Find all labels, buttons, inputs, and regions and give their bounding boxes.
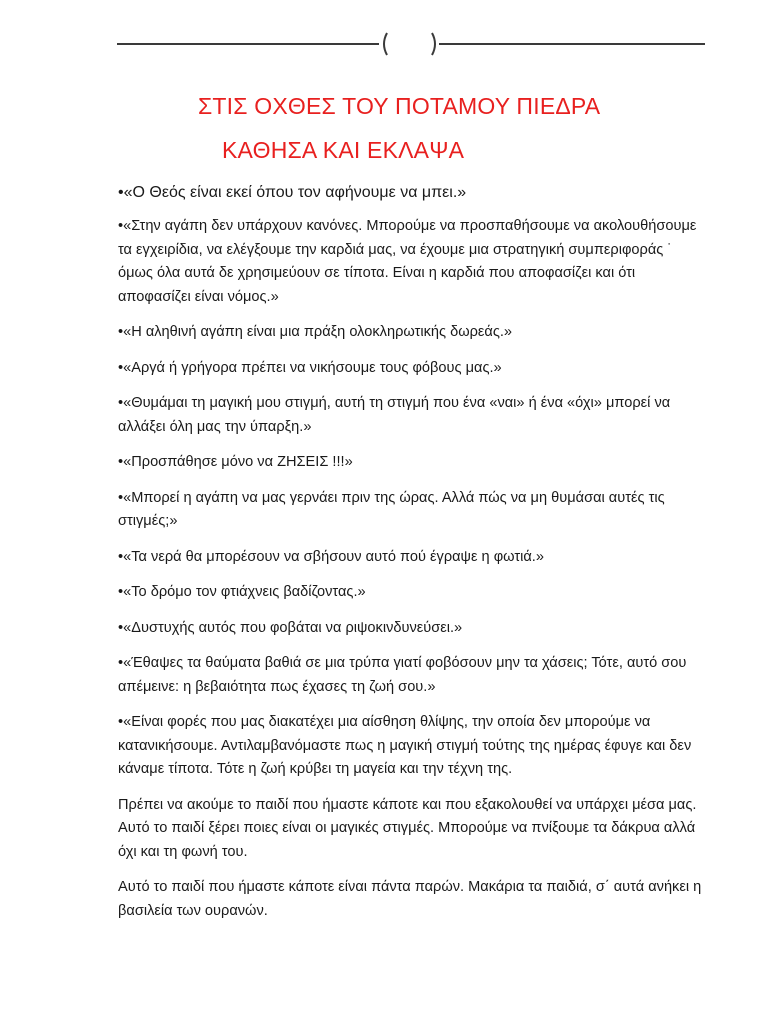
header-divider-ornament	[117, 28, 705, 60]
bullet-icon: •	[118, 218, 124, 234]
quote-item	[118, 321, 703, 345]
quote-item	[118, 180, 703, 205]
quote-item	[118, 652, 703, 699]
bullet-icon: •	[118, 184, 124, 201]
quote-item	[118, 711, 703, 782]
quote-item	[118, 581, 703, 605]
bullet-icon: •	[118, 655, 124, 671]
quote-text: «Είναι φορές που μας διακατέχει μια αίσθηση θλίψης, την οποία δεν μπορούμε να κατανικήσουμε. Αντιλαμβανόμαστε πως η μαγική στιγμή τούτης της ημέρας έφυγε και δεν κάναμε τίποτα. Τότε η ζωή κρύβει τη μαγεία και την τέχνη της.	[118, 714, 692, 777]
right-bracket-icon	[432, 33, 435, 55]
quote-item	[118, 451, 703, 475]
bullet-icon: •	[118, 395, 124, 411]
quote-text: «Θυμάμαι τη μαγική μου στιγμή, αυτή τη στιγμή που ένα «ναι» ή ένα «όχι» μπορεί να αλλάξει όλη μας την ύπαρξη.»	[118, 395, 671, 435]
bullet-icon: •	[118, 584, 124, 600]
quote-text: «Δυστυχής αυτός που φοβάται να ριψοκινδυνεύσει.»	[123, 619, 463, 636]
quote-text: «Προσπάθησε μόνο να ΖΗΣΕΙΣ !!!»	[123, 454, 353, 470]
bullet-icon: •	[118, 454, 124, 470]
quote-item	[118, 392, 703, 439]
quote-text: «Έθαψες τα θαύματα βαθιά σε μια τρύπα γιατί φοβόσουν μην τα χάσεις; Τότε, αυτό σου απέμεινε: η βεβαιότητα πως έχασες τη ζωή σου.»	[118, 655, 687, 695]
quote-text: «Η αληθινή αγάπη είναι μια πράξη ολοκληρωτικής δωρεάς.»	[123, 324, 513, 340]
title-line-1: ΣΤΙΣ ΟΧΘΕΣ ΤΟΥ ΠΟΤΑΜΟΥ ΠΙΕΔΡΑ	[198, 93, 601, 119]
quote-text: «Το δρόμο τον φτιάχνεις βαδίζοντας.»	[123, 584, 366, 600]
bullet-icon: •	[118, 548, 124, 565]
quote-text: «Αργά ή γρήγορα πρέπει να νικήσουμε τους φόβους μας.»	[123, 359, 502, 376]
bullet-icon: •	[118, 619, 124, 636]
quote-item	[118, 357, 703, 381]
bullet-icon: •	[118, 489, 124, 506]
closing-paragraph: Αυτό το παιδί που ήμαστε κάποτε είναι πάντα παρών. Μακάρια τα παιδιά, σ΄ αυτά ανήκει η βασιλεία των ουρανών.	[118, 879, 702, 919]
bullet-icon: •	[118, 714, 124, 730]
quote-text: «Μπορεί η αγάπη να μας γερνάει πριν της ώρας. Αλλά πώς να μη θυμάσαι αυτές τις στιγμές;»	[118, 489, 665, 529]
closing-paragraph: Πρέπει να ακούμε το παιδί που ήμαστε κάποτε και που εξακολουθεί να υπάρχει μέσα μας. Αυτό το παιδί ξέρει ποιες είναι οι μαγικές στιγμές. Μπορούμε να πνίξουμε τα δάκρυα αλλά όχι και τη φωνή του.	[118, 796, 697, 860]
quote-text: «Στην αγάπη δεν υπάρχουν κανόνες. Μπορούμε να προσπαθήσουμε να ακολουθήσουμε τα εγχειρίδια, να ελέγξουμε την καρδιά μας, να έχουμε μια στρατηγική συμπεριφοράς ˙ όμως όλα αυτά δε χρησιμεύουν σε τίποτα. Είναι η καρδιά που αποφασίζει και ότι αποφασίζει είναι νόμος.»	[118, 218, 697, 305]
quotes-body	[118, 180, 703, 935]
quote-item	[118, 487, 703, 534]
quote-item	[118, 617, 703, 641]
quote-item	[118, 215, 703, 309]
quote-item	[118, 546, 703, 570]
quote-text: «Ο Θεός είναι εκεί όπου τον αφήνουμε να μπει.»	[123, 184, 467, 201]
left-bracket-icon	[384, 33, 387, 55]
bullet-icon: •	[118, 324, 124, 340]
bullet-icon: •	[118, 359, 124, 376]
quote-text: «Τα νερά θα μπορέσουν να σβήσουν αυτό πού έγραψε η φωτιά.»	[123, 548, 544, 565]
title-line-2: ΚΑΘΗΣΑ ΚΑΙ ΕΚΛΑΨΑ	[222, 137, 465, 163]
